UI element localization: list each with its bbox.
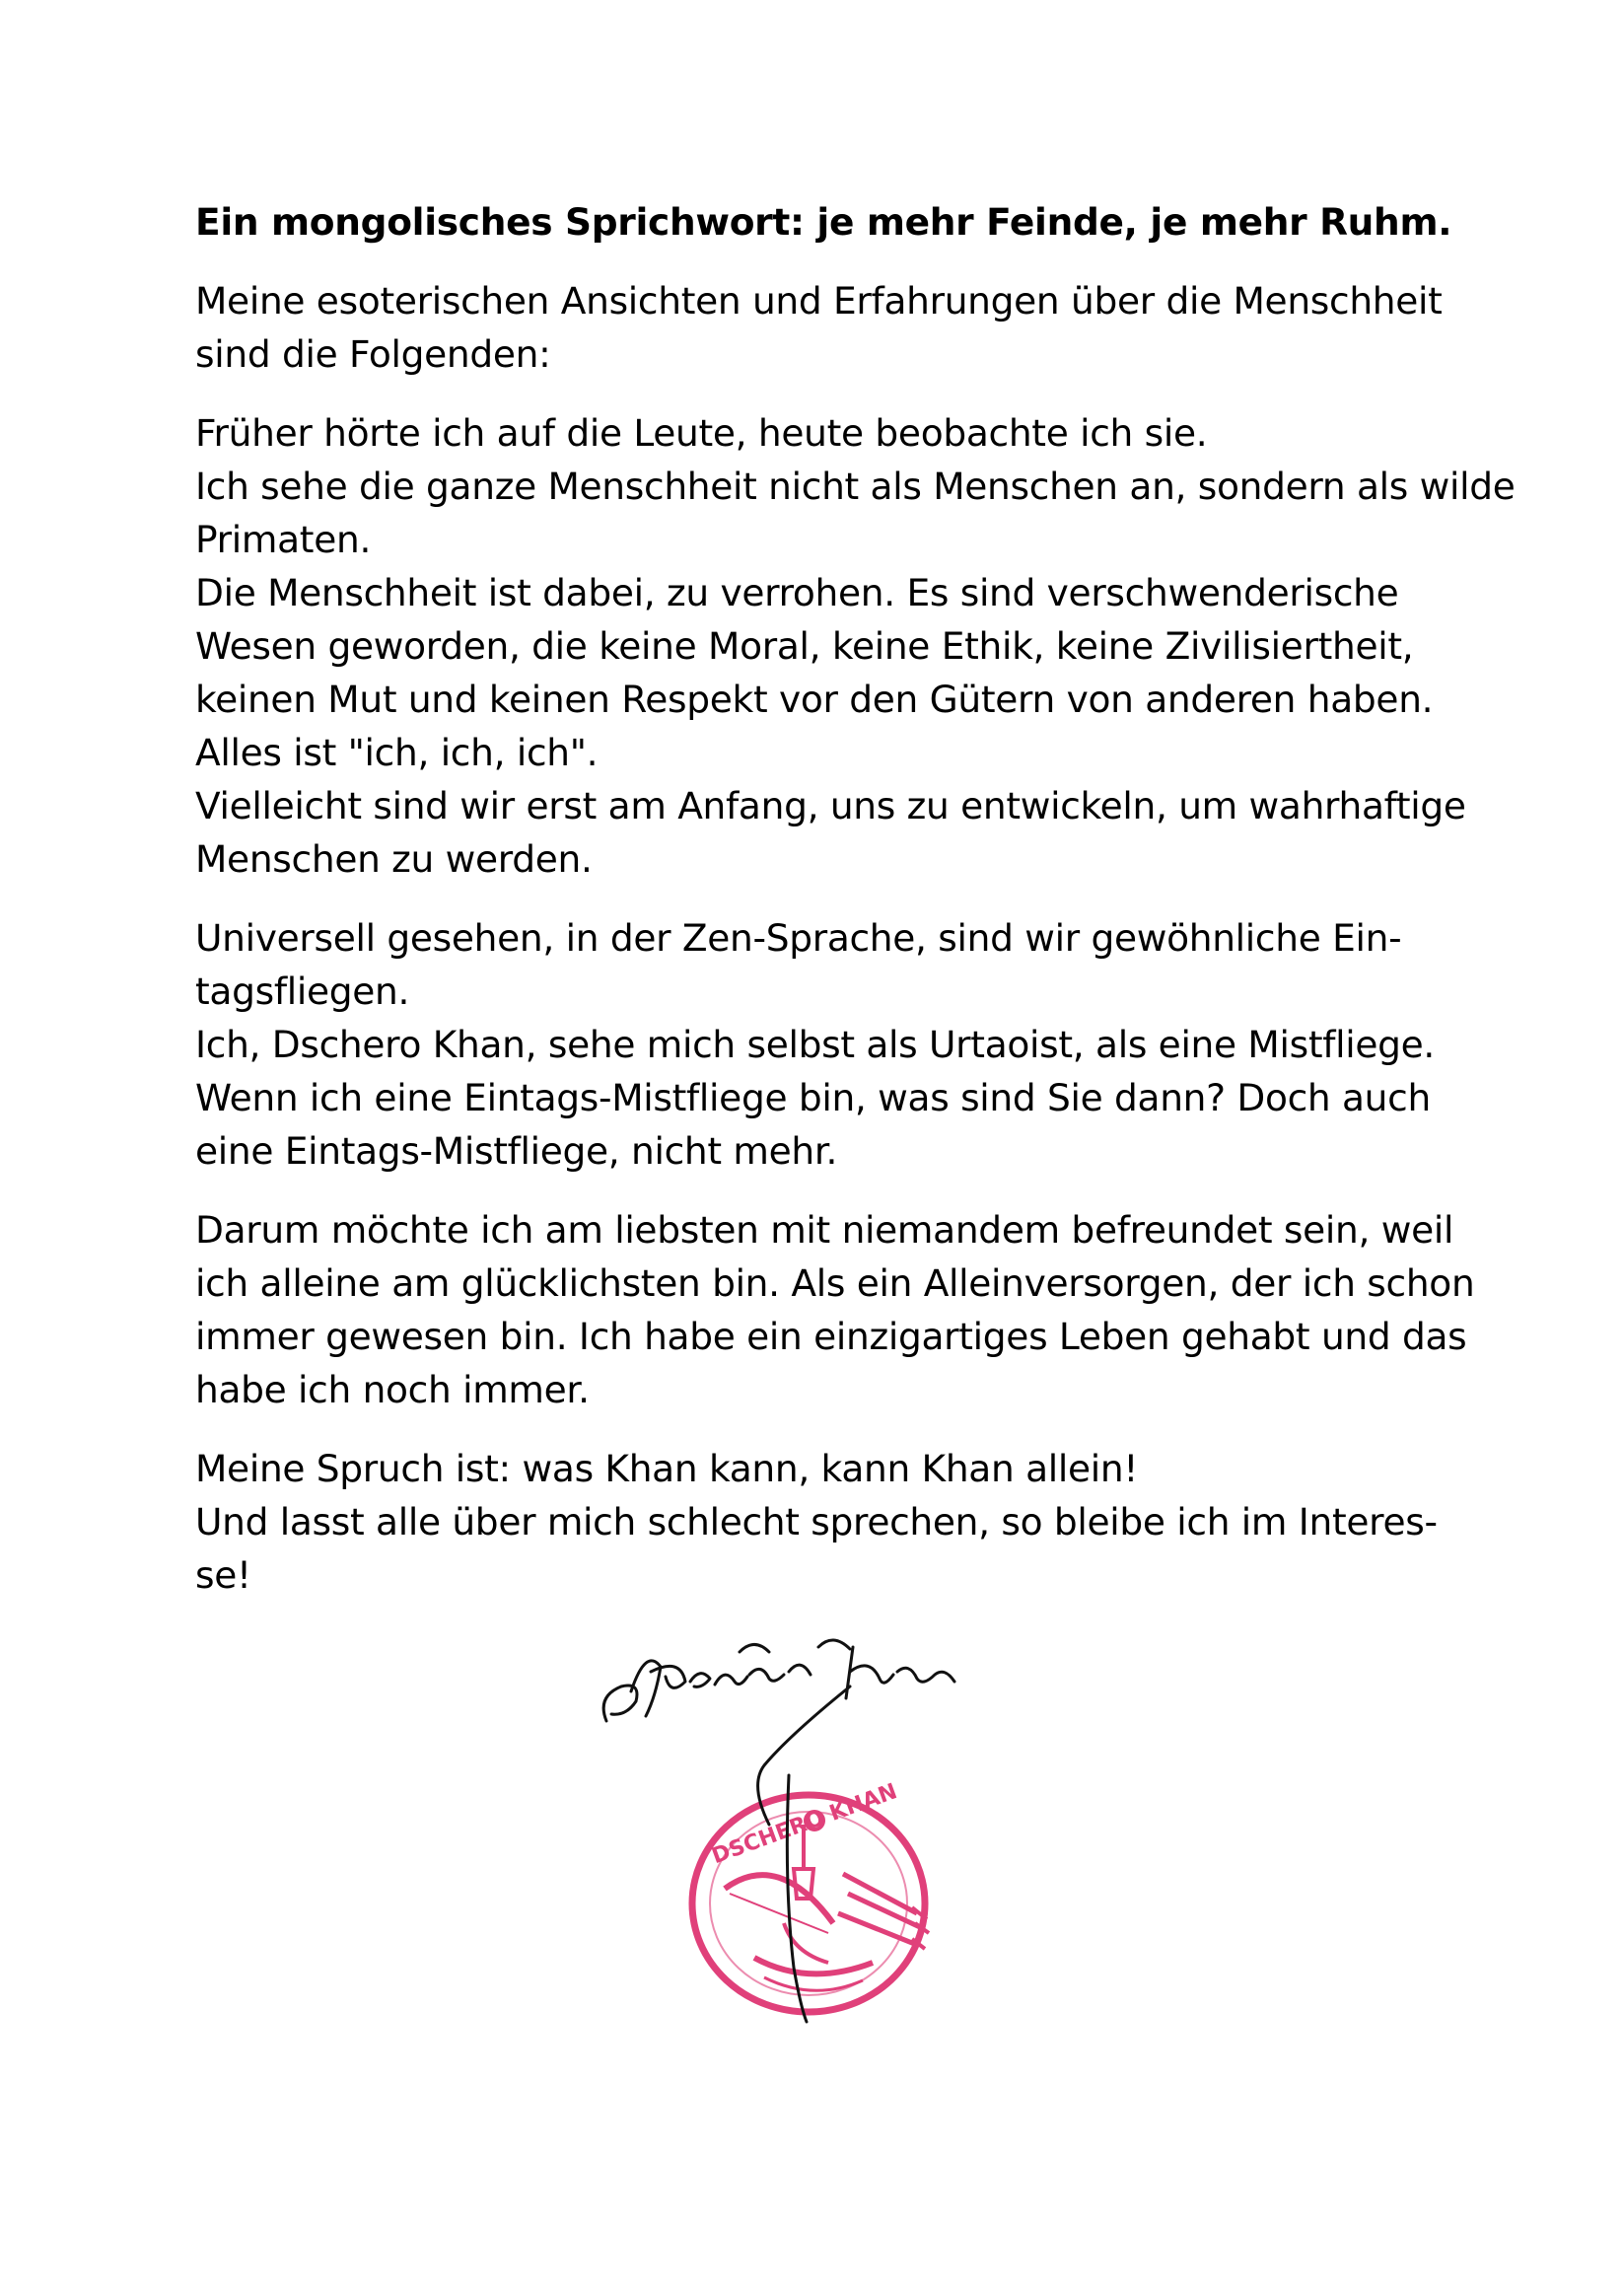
text-line: Meine Spruch ist: was Khan kann, kann Khan allein! bbox=[195, 1447, 1139, 1490]
letter-body bbox=[195, 195, 1516, 1627]
text-line: Menschen zu werden. bbox=[195, 837, 593, 881]
text-line: Universell gesehen, in der Zen-Sprache, sind wir gewöhnliche Ein- bbox=[195, 916, 1402, 960]
text-line: Meine esoterischen Ansichten und Erfahrungen über die Menschheit bbox=[195, 279, 1443, 323]
paragraph-5 bbox=[195, 1442, 1467, 1602]
text-line: eine Eintags-Mistfliege, nicht mehr. bbox=[195, 1129, 838, 1173]
signature-graphic bbox=[592, 1627, 1025, 2051]
paragraph-3 bbox=[195, 911, 1467, 1178]
svg-text:DSCHERO KHAN: DSCHERO KHAN bbox=[708, 1779, 901, 1870]
text-line: sind die Folgenden: bbox=[195, 332, 551, 376]
text-line: Alles ist "ich, ich, ich". bbox=[195, 731, 599, 774]
paragraph-1 bbox=[195, 274, 1467, 381]
text-line: Wenn ich eine Eintags-Mistfliege bin, was sind Sie dann? Doch auch bbox=[195, 1076, 1431, 1119]
text-line: Die Menschheit ist dabei, zu verrohen. Es sind verschwenderische bbox=[195, 571, 1399, 614]
paragraph-2 bbox=[195, 406, 1516, 886]
text-line: tagsfliegen. bbox=[195, 969, 410, 1013]
text-line: Und lasst alle über mich schlecht sprechen, so bleibe ich im Interes- bbox=[195, 1500, 1438, 1543]
text-line: Wesen geworden, die keine Moral, keine Ethik, keine Zivilisiertheit, bbox=[195, 624, 1414, 668]
text-line: Ich, Dschero Khan, sehe mich selbst als Urtaoist, als eine Mistfliege. bbox=[195, 1023, 1436, 1066]
text-line: ich alleine am glücklichsten bin. Als ein Alleinversorgen, der ich schon bbox=[195, 1261, 1475, 1305]
text-line: habe ich noch immer. bbox=[195, 1368, 590, 1411]
text-line: Primaten. bbox=[195, 518, 372, 561]
text-line: immer gewesen bin. Ich habe ein einzigartiges Leben gehabt und das bbox=[195, 1315, 1467, 1358]
text-line: keinen Mut und keinen Respekt vor den Gütern von anderen haben. bbox=[195, 678, 1434, 721]
signature-and-stamp bbox=[592, 1627, 1025, 2051]
text-line: Vielleicht sind wir erst am Anfang, uns zu entwickeln, um wahrhaftige bbox=[195, 784, 1466, 827]
text-line: Früher hörte ich auf die Leute, heute beobachte ich sie. bbox=[195, 411, 1208, 455]
paragraph-4 bbox=[195, 1203, 1475, 1416]
headline: Ein mongolisches Sprichwort: je mehr Feinde, je mehr Ruhm. bbox=[195, 200, 1452, 244]
text-line: se! bbox=[195, 1553, 251, 1597]
text-line: Darum möchte ich am liebsten mit niemandem befreundet sein, weil bbox=[195, 1208, 1454, 1252]
text-line: Ich sehe die ganze Menschheit nicht als Menschen an, sondern als wilde bbox=[195, 465, 1516, 508]
